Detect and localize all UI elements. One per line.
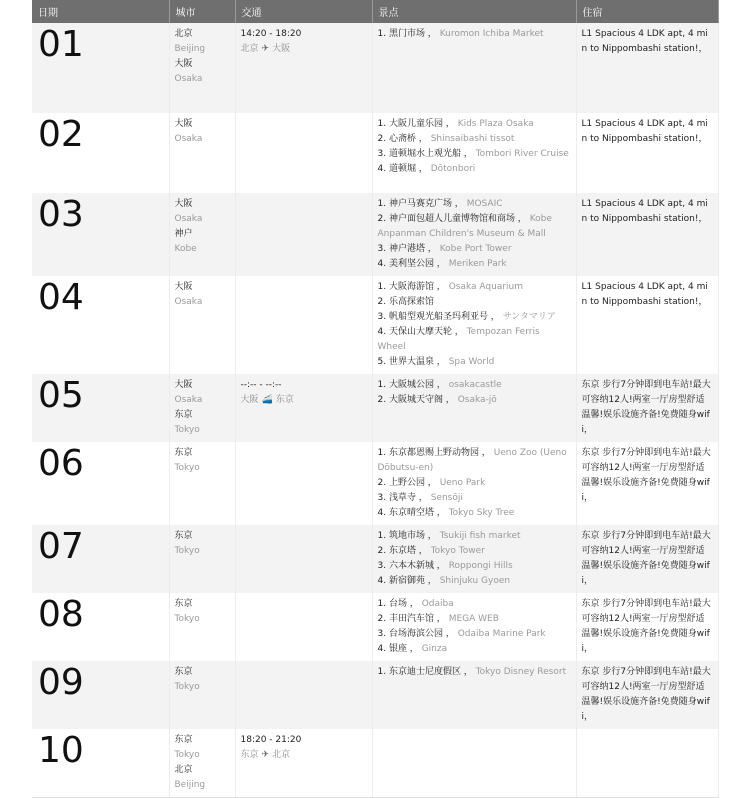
attraction-item <box>378 280 571 295</box>
attraction-name: 1. 台场 ， <box>377 599 419 609</box>
attraction-item <box>378 197 571 212</box>
attraction-name: 3. 道顿堀水上观光船 ， <box>377 149 473 159</box>
attraction-name: 5. 世界大温泉 ， <box>377 357 446 367</box>
attraction-item <box>378 355 571 370</box>
attraction-name-en: サンタマリア <box>502 312 556 322</box>
attraction-name-en: Sensōji <box>430 493 463 503</box>
day-number: 03 <box>32 193 169 276</box>
city-name-en: Tokyo <box>174 463 200 473</box>
attraction-name-en: Tokyo Disney Resort <box>475 667 567 677</box>
city-name: 东京 <box>174 735 193 745</box>
transport-cell <box>235 193 372 276</box>
attraction-item <box>378 378 571 393</box>
city-name: 大阪 <box>174 119 193 129</box>
attractions-cell <box>372 729 576 798</box>
city-name: 北京 <box>174 29 193 39</box>
transport-from: 大阪 <box>240 395 259 405</box>
transport-mode-icon: ✈ <box>261 44 270 54</box>
attraction-item <box>378 559 571 574</box>
attraction-item <box>378 257 571 272</box>
city-name-en: Kobe <box>174 244 197 254</box>
city-name: 北京 <box>174 765 193 775</box>
attraction-name: 1. 大阪海游馆 ， <box>377 282 446 292</box>
attraction-name: 1. 筑地市场 ， <box>377 531 437 541</box>
city-name-en: Tokyo <box>174 750 200 760</box>
accommodation-cell: L1 Spacious 4 LDK apt, 4 min to Nippombashi station!， <box>576 23 718 113</box>
attraction-name: 3. 帆船型观光船圣玛利亚号 ， <box>377 312 500 322</box>
attractions-cell <box>372 661 576 729</box>
table-row <box>32 374 718 442</box>
attraction-name-en: MEGA WEB <box>448 614 499 624</box>
attraction-name-en: Dōtonbori <box>430 164 476 174</box>
attraction-name-en: Kids Plaza Osaka <box>457 119 534 129</box>
accommodation-cell: 东京 步行7分钟即到电车站!最大可容纳12人!两室一厅房型舒适温馨!娱乐设施齐备!免费随身wifi， <box>576 442 718 525</box>
header-accommodation: 住宿 <box>576 0 718 23</box>
transport-to: 大阪 <box>272 44 291 54</box>
city-name: 东京 <box>174 667 193 677</box>
attraction-name: 1. 大阪城公园 ， <box>377 380 446 390</box>
attractions-cell <box>372 525 576 593</box>
attraction-item <box>378 27 571 42</box>
attractions-cell <box>372 276 576 374</box>
transport-route <box>241 42 367 57</box>
transport-cell <box>235 23 372 113</box>
attraction-item <box>378 242 571 257</box>
attraction-name: 1. 神户马赛克广场 ， <box>377 199 464 209</box>
attraction-name-en: Shinjuku Gyoen <box>439 576 511 586</box>
attraction-name: 4. 新宿御苑 ， <box>377 576 437 586</box>
transport-route <box>241 748 367 763</box>
table-row <box>32 661 718 729</box>
attraction-name: 3. 浅草寺 ， <box>377 493 428 503</box>
attraction-item <box>378 132 571 147</box>
attraction-item <box>378 117 571 132</box>
attraction-name: 2. 丰田汽车馆 ， <box>377 614 446 624</box>
attraction-name-en: Spa World <box>448 357 495 367</box>
attraction-name: 2. 心斋桥 ， <box>377 134 428 144</box>
day-number: 02 <box>32 113 169 193</box>
transport-to: 北京 <box>272 750 291 760</box>
attraction-item <box>378 147 571 162</box>
city-name: 大阪 <box>174 282 193 292</box>
city-name: 东京 <box>174 599 193 609</box>
accommodation-cell: L1 Spacious 4 LDK apt, 4 min to Nippombashi station!， <box>576 113 718 193</box>
accommodation-cell: 东京 步行7分钟即到电车站!最大可容纳12人!两室一厅房型舒适温馨!娱乐设施齐备!免费随身wifi， <box>576 525 718 593</box>
attraction-name: 3. 六本木新城 ， <box>377 561 446 571</box>
attraction-name-en: Tsukiji fish market <box>439 531 521 541</box>
attraction-item <box>378 597 571 612</box>
city-name: 东京 <box>174 448 193 458</box>
city-name-en: Tokyo <box>174 614 200 624</box>
attraction-item <box>378 212 571 242</box>
attraction-name: 2. 乐高探索馆 <box>377 297 434 307</box>
attraction-name-en: Osaka Aquarium <box>448 282 524 292</box>
attraction-item <box>378 162 571 177</box>
attraction-item <box>378 544 571 559</box>
transport-route <box>241 393 367 408</box>
attraction-name-en: Roppongi Hills <box>448 561 513 571</box>
city-cell <box>169 374 235 442</box>
attractions-cell <box>372 113 576 193</box>
attractions-cell <box>372 374 576 442</box>
attraction-name: 4. 道顿堀 ， <box>377 164 428 174</box>
attraction-name-en: Odaiba <box>421 599 454 609</box>
attraction-item <box>378 491 571 506</box>
attractions-cell <box>372 23 576 113</box>
accommodation-cell: 东京 步行7分钟即到电车站!最大可容纳12人!两室一厅房型舒适温馨!娱乐设施齐备!免费随身wifi， <box>576 374 718 442</box>
table-header <box>32 0 718 23</box>
day-number: 07 <box>32 525 169 593</box>
attraction-name-en: Kobe Port Tower <box>439 244 512 254</box>
city-name-en: Osaka <box>174 395 203 405</box>
attraction-name-en: Tokyo Tower <box>430 546 485 556</box>
attraction-name: 4. 东京晴空塔 ， <box>377 508 446 518</box>
day-number: 01 <box>32 23 169 113</box>
attraction-name: 1. 黑门市场 ， <box>377 29 437 39</box>
transport-cell <box>235 525 372 593</box>
itinerary-table-container <box>32 0 718 798</box>
city-name-en: Osaka <box>174 297 203 307</box>
attraction-item <box>378 612 571 627</box>
attractions-cell <box>372 442 576 525</box>
attraction-name-en: osakacastle <box>448 380 502 390</box>
accommodation-cell: L1 Spacious 4 LDK apt, 4 min to Nippombashi station!， <box>576 193 718 276</box>
city-name-en: Osaka <box>174 74 203 84</box>
table-row <box>32 193 718 276</box>
attraction-name: 1. 大阪儿童乐园 ， <box>377 119 455 129</box>
day-number: 05 <box>32 374 169 442</box>
transport-cell <box>235 442 372 525</box>
table-row <box>32 276 718 374</box>
city-name-en: Tokyo <box>174 682 200 692</box>
attraction-item <box>378 393 571 408</box>
attraction-name: 3. 台场海滨公园 ， <box>377 629 455 639</box>
header-attractions: 景点 <box>372 0 576 23</box>
city-name: 神户 <box>174 229 193 239</box>
attraction-name-en: Tombori River Cruise <box>475 149 569 159</box>
transport-cell <box>235 729 372 798</box>
table-row <box>32 23 718 113</box>
itinerary-table <box>32 0 719 798</box>
attraction-item <box>378 642 571 657</box>
accommodation-cell: 东京 步行7分钟即到电车站!最大可容纳12人!两室一厅房型舒适温馨!娱乐设施齐备!免费随身wifi， <box>576 661 718 729</box>
city-name-en: Tokyo <box>174 546 200 556</box>
attraction-name-en: Ueno Park <box>439 478 486 488</box>
city-cell <box>169 525 235 593</box>
table-row <box>32 593 718 661</box>
attraction-name-en: Tokyo Sky Tree <box>448 508 515 518</box>
header-row <box>32 0 718 23</box>
transport-cell <box>235 374 372 442</box>
city-cell <box>169 193 235 276</box>
attraction-item <box>378 310 571 325</box>
attractions-cell <box>372 193 576 276</box>
header-date: 日期 <box>32 0 169 23</box>
attractions-cell <box>372 593 576 661</box>
header-transport: 交通 <box>235 0 372 23</box>
attraction-name: 2. 东京塔 ， <box>377 546 428 556</box>
city-cell <box>169 276 235 374</box>
transport-mode-icon: ✈ <box>261 750 270 760</box>
attraction-name-en: Osaka-jō <box>457 395 497 405</box>
city-name: 大阪 <box>174 380 193 390</box>
attraction-name-en: MOSAIC <box>466 199 503 209</box>
attraction-name: 1. 东京都恩赐上野动物园 ， <box>377 448 491 458</box>
transport-time: --:-- - --:-- <box>240 380 282 390</box>
attraction-item <box>378 529 571 544</box>
accommodation-cell: 东京 步行7分钟即到电车站!最大可容纳12人!两室一厅房型舒适温馨!娱乐设施齐备!免费随身wifi， <box>576 593 718 661</box>
attraction-name-en: Meriken Park <box>448 259 507 269</box>
transport-cell <box>235 661 372 729</box>
city-cell <box>169 593 235 661</box>
city-name: 东京 <box>174 531 193 541</box>
attraction-name: 2. 上野公园 ， <box>377 478 437 488</box>
attraction-name-en: Odaiba Marine Park <box>457 629 546 639</box>
attraction-name: 2. 神户面包超人儿童博物馆和商场 ， <box>377 214 527 224</box>
table-row <box>32 525 718 593</box>
day-number: 08 <box>32 593 169 661</box>
city-cell <box>169 113 235 193</box>
city-name-en: Tokyo <box>174 425 200 435</box>
city-cell <box>169 661 235 729</box>
attraction-item <box>378 506 571 521</box>
city-name-en: Beijing <box>174 44 206 54</box>
attraction-name-en: Kuromon Ichiba Market <box>439 29 544 39</box>
header-city: 城市 <box>169 0 235 23</box>
city-cell <box>169 442 235 525</box>
attraction-name-en: Ginza <box>421 644 448 654</box>
attraction-name: 2. 大阪城天守阁 ， <box>377 395 455 405</box>
attraction-item <box>378 325 571 355</box>
table-row <box>32 113 718 193</box>
attraction-item <box>378 295 571 310</box>
city-name: 大阪 <box>174 59 193 69</box>
attraction-item <box>378 574 571 589</box>
table-row <box>32 729 718 798</box>
city-name-en: Osaka <box>174 214 203 224</box>
city-name: 大阪 <box>174 199 193 209</box>
city-name-en: Beijing <box>174 780 206 790</box>
city-cell <box>169 729 235 798</box>
day-number: 06 <box>32 442 169 525</box>
attraction-name: 4. 天保山大摩天轮 ， <box>377 327 464 337</box>
city-name: 东京 <box>174 410 193 420</box>
attraction-item <box>378 665 571 680</box>
table-body <box>32 23 718 798</box>
city-cell <box>169 23 235 113</box>
accommodation-cell <box>576 729 718 798</box>
transport-cell <box>235 113 372 193</box>
transport-time: 14:20 - 18:20 <box>240 29 302 39</box>
attraction-item <box>378 476 571 491</box>
transport-from: 东京 <box>240 750 259 760</box>
day-number: 09 <box>32 661 169 729</box>
attraction-item <box>378 627 571 642</box>
attraction-item <box>378 446 571 476</box>
attraction-name-en: Kobe Anpanman Children's Museum & Mall <box>377 214 552 239</box>
attraction-name: 1. 东京迪士尼度假区 ， <box>377 667 473 677</box>
transport-to: 东京 <box>275 395 294 405</box>
transport-time: 18:20 - 21:20 <box>240 735 302 745</box>
day-number: 04 <box>32 276 169 374</box>
attraction-name-en: Tempozan Ferris Wheel <box>377 327 540 352</box>
attraction-name: 3. 神户港塔 ， <box>377 244 437 254</box>
transport-cell <box>235 276 372 374</box>
city-name-en: Osaka <box>174 134 203 144</box>
accommodation-cell: L1 Spacious 4 LDK apt, 4 min to Nippombashi station!， <box>576 276 718 374</box>
day-number: 10 <box>32 729 169 798</box>
attraction-name-en: Ueno Zoo (Ueno Dōbutsu-en) <box>377 448 567 473</box>
transport-from: 北京 <box>240 44 259 54</box>
table-row <box>32 442 718 525</box>
transport-cell <box>235 593 372 661</box>
transport-mode-icon: 🚄 <box>261 395 273 405</box>
attraction-name-en: Shinsaibashi tissot <box>430 134 515 144</box>
attraction-name: 4. 美利坚公园 ， <box>377 259 446 269</box>
attraction-name: 4. 银座 ， <box>377 644 419 654</box>
